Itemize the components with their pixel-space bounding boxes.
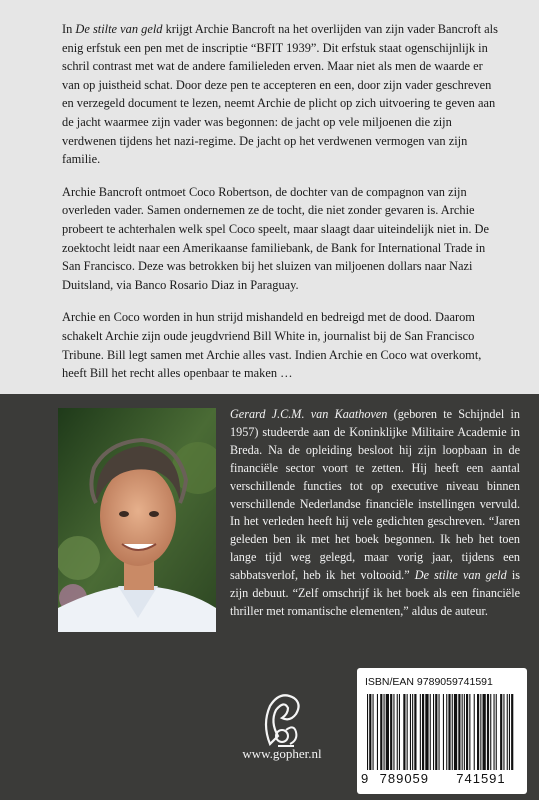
book-title: De stilte van geld [75,22,163,36]
author-name: Gerard J.C.M. van Kaathoven [230,407,388,421]
author-section [0,394,539,800]
barcode-bar [454,694,457,770]
barcode-bar [430,694,431,770]
barcode-bar [466,694,468,770]
barcode-bar [462,694,463,770]
barcode-bar [422,694,424,770]
blurb-paragraph-2: Archie Bancroft ontmoet Coco Robertson, de dochter van de compagnon van zijn overleden vader. Samen ondernemen ze de tocht, die niet zonder gevaren is. Archie probeert te achterhalen welk spel Coco speelt, maar slaagt daar uiteindelijk niet in. De zoektocht leidt naar een Amerikaanse familiebank, de Bank for International Trade in San Francisco. Deze was betrokken bij het sluizen van miljoenen dollars naar Nazi Duitsland, via Banco Rosario Diaz in Paraguay. [62,184,489,292]
barcode-bar [393,694,394,770]
barcode-bar [433,694,434,770]
blurb-text [62,20,502,397]
author-photo-illustration [58,408,216,632]
barcode-bar [414,694,416,770]
barcode-bar [464,694,465,770]
barcode-bar [487,694,489,770]
barcode-bar [474,694,475,770]
isbn-barcode [357,668,527,794]
squirrel-logo-icon [222,684,342,754]
barcode-bar [420,694,421,770]
barcode-bar [403,694,405,770]
barcode-bar [412,694,413,770]
bio-text-2: is zijn debuut. “Zelf omschrijf ik het boek als een financiële thriller met romantische elementen,” aldus de auteur. [230,568,520,618]
barcode-bar [384,694,385,770]
author-bio [230,406,520,621]
barcode-bar [480,694,481,770]
isbn-digits [361,771,523,786]
barcode-bar [448,694,450,770]
bio-text-1: (geboren te Schijndel in 1957) studeerde aan de Koninklijke Militaire Academie in Breda. Na de opleiding besloot hij zijn loopbaan in de financiële sector voort te zetten. Hij heeft een aantal verschillende functies tot op executive niveau binnen verschillende Nederlandse financiële instellingen vervuld. In het verleden heeft hij vele gedichten geschreven. “Jaren geleden ben ik met het boek begonnen. Ik heb het toen lange tijd weg gelegd, maar vorig jaar, tijdens een sabbatsverlof, heb ik het voltooid.” [230,407,521,583]
barcode-bar [446,694,447,770]
barcode-bar [435,694,437,770]
barcode-bar [509,694,510,770]
barcode-bar [397,694,398,770]
barcode-bars [365,694,517,770]
barcode-bar [507,694,508,770]
barcode-bar [452,694,453,770]
publisher-url: www.gopher.nl [242,746,322,761]
barcode-bar [425,694,428,770]
barcode-bar [494,694,495,770]
isbn-label: ISBN/EAN 9789059741591 [365,676,493,688]
barcode-bar [380,694,382,770]
barcode-bar [490,694,491,770]
isbn-digits-left: 789059 [379,771,430,786]
author-photo [58,408,216,632]
blurb-paragraph-1 [62,20,502,169]
barcode-bar [477,694,479,770]
barcode-bar [377,694,378,770]
isbn-digit-first: 9 [361,771,370,786]
blurb-section [0,0,539,394]
barcode-bar [399,694,400,770]
barcode-bar [373,694,374,770]
barcode-bar [367,694,368,770]
barcode-bar [458,694,460,770]
barcode-bar [496,694,497,770]
barcode-bar [483,694,486,770]
isbn-digits-right: 741591 [456,771,506,786]
barcode-bar [410,694,411,770]
barcode-bar [511,694,513,770]
barcode-bar [407,694,408,770]
bio-book-title: De stilte van geld [414,568,507,583]
barcode-bar [439,694,440,770]
barcode-bar [369,694,371,770]
barcode-bar [390,694,392,770]
blurb-paragraph-3: Archie en Coco worden in hun strijd mishandeld en bedreigd met de dood. Daarom schakelt Archie zijn oude jeugdvriend Bill White in, journalist bij de San Francisco Tribune. Bill legt samen met Archie alles vast. Indien Archie en Coco wat overkomt, heeft Bill het recht alles openbaar te maken … [62,310,482,381]
barcode-bar [500,694,502,770]
barcode-bar [469,694,470,770]
barcode-bar [386,694,389,770]
barcode-bar [503,694,504,770]
blurb-p1-pre: In [62,22,76,36]
squirrel-logo-graphic [222,684,342,754]
barcode-bar [443,694,444,770]
blurb-p1-body: krijgt Archie Bancroft na het overlijden van zijn vader Bancroft als enig erfstuk een pen met de inscriptie “BFIT 1939”. Dit erfstuk staat ogenschijnlijk in schril contrast met wat de andere familieleden erven. Maar niet als men de waarde er van op juistheid schat. Door deze pen te accepteren en een, door zijn vader geschreven en verzegeld document te lezen, neemt Archie de plicht op zich uitvoering te geven aan de jacht waarmee zijn vader was begonnen: de jacht op vele miljoenen die zijn verdwenen tijdens het nazi-regime. De jacht op het verdwenen vermogen van zijn familie. [62,22,498,167]
